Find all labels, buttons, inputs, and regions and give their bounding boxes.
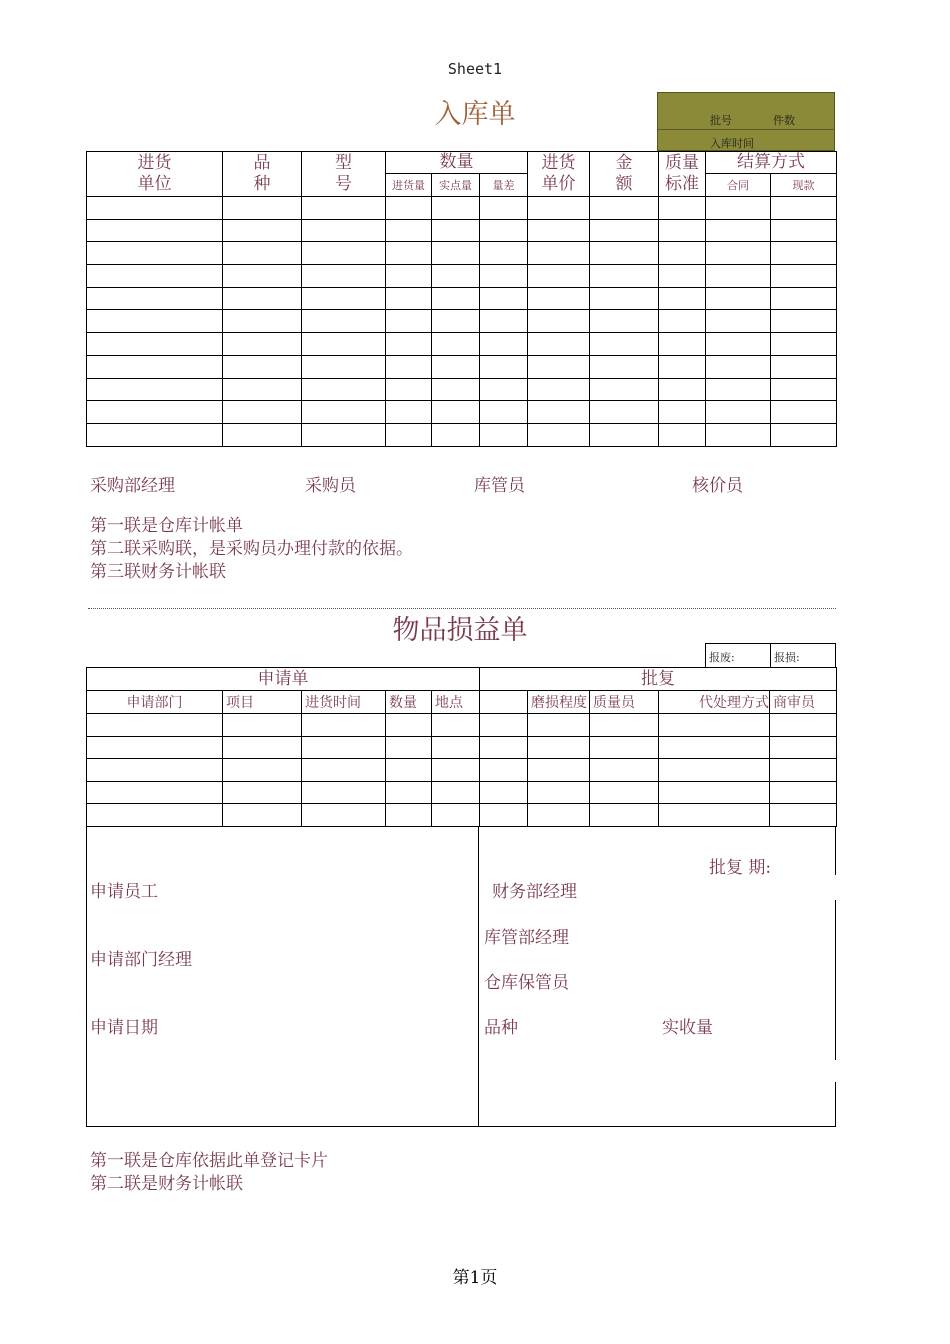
- header-variety: 品 种: [223, 152, 302, 197]
- table-cell[interactable]: [528, 714, 590, 737]
- table-cell[interactable]: [302, 197, 386, 220]
- request-sign-area: [86, 827, 479, 1127]
- loss-notes: 第一联是仓库依据此单登记卡片 第二联是财务计帐联: [90, 1151, 328, 1194]
- table-cell[interactable]: [659, 333, 706, 356]
- table-cell[interactable]: [386, 714, 432, 737]
- header-unit-price: 进货 单价: [528, 152, 590, 197]
- table-row: [87, 759, 837, 782]
- table-cell[interactable]: [528, 242, 590, 265]
- table-cell[interactable]: [480, 714, 528, 737]
- table-cell[interactable]: [480, 401, 528, 424]
- table-cell[interactable]: [432, 265, 480, 288]
- table-cell[interactable]: [223, 197, 302, 220]
- table-cell[interactable]: [480, 219, 528, 242]
- header-model: 型 号: [302, 152, 386, 197]
- table-cell[interactable]: [480, 355, 528, 378]
- loss-title: 物品损益单: [392, 615, 528, 646]
- header-quantity: 数量: [386, 152, 528, 174]
- table-cell[interactable]: [87, 197, 223, 220]
- table-cell[interactable]: [87, 781, 223, 804]
- table-cell[interactable]: [432, 423, 480, 446]
- table-cell[interactable]: [223, 287, 302, 310]
- table-cell[interactable]: [386, 423, 432, 446]
- table-cell[interactable]: [480, 423, 528, 446]
- table-cell[interactable]: [706, 219, 771, 242]
- table-cell[interactable]: [223, 714, 302, 737]
- table-cell[interactable]: [771, 242, 837, 265]
- table-cell[interactable]: [302, 714, 386, 737]
- damage-box: 报损:: [770, 643, 836, 668]
- table-cell[interactable]: [223, 355, 302, 378]
- table-cell[interactable]: [223, 333, 302, 356]
- table-cell[interactable]: [528, 804, 590, 827]
- table-cell[interactable]: [87, 310, 223, 333]
- table-cell[interactable]: [87, 804, 223, 827]
- column-header: 商审员: [770, 691, 837, 714]
- table-cell[interactable]: [706, 242, 771, 265]
- table-cell[interactable]: [386, 736, 432, 759]
- table-cell[interactable]: [432, 781, 480, 804]
- table-cell[interactable]: [706, 423, 771, 446]
- sig-buyer: 采购员: [305, 476, 356, 496]
- header-supplier: 进货 单位: [87, 152, 223, 197]
- label-received: 实收量: [662, 1018, 713, 1038]
- label-warehouse-manager: 库管部经理: [484, 928, 569, 948]
- column-header: 代处理方式: [659, 691, 770, 714]
- table-cell[interactable]: [87, 736, 223, 759]
- table-cell[interactable]: [302, 219, 386, 242]
- header-qty-diff: 量差: [480, 174, 528, 197]
- table-cell[interactable]: [386, 781, 432, 804]
- table-cell[interactable]: [223, 219, 302, 242]
- table-cell[interactable]: [386, 355, 432, 378]
- table-cell[interactable]: [480, 759, 528, 782]
- table-cell[interactable]: [480, 197, 528, 220]
- table-cell[interactable]: [223, 310, 302, 333]
- table-cell[interactable]: [386, 242, 432, 265]
- table-cell[interactable]: [590, 423, 659, 446]
- table-row: [87, 423, 837, 446]
- table-cell[interactable]: [528, 736, 590, 759]
- table-cell[interactable]: [770, 804, 837, 827]
- table-cell[interactable]: [659, 355, 706, 378]
- table-cell[interactable]: [659, 423, 706, 446]
- batch-box: [657, 92, 835, 151]
- time-label: 入库时间: [710, 137, 754, 150]
- table-row: [87, 219, 837, 242]
- table-cell[interactable]: [528, 781, 590, 804]
- label-applicant: 申请员工: [90, 882, 158, 902]
- table-cell[interactable]: [432, 287, 480, 310]
- table-row: [87, 310, 837, 333]
- table-cell[interactable]: [432, 310, 480, 333]
- table-cell[interactable]: [771, 219, 837, 242]
- table-cell[interactable]: [480, 736, 528, 759]
- label-storekeeper: 仓库保管员: [484, 973, 569, 993]
- table-cell[interactable]: [528, 310, 590, 333]
- table-cell[interactable]: [659, 310, 706, 333]
- receipt-notes: 第一联是仓库计帐单 第二联采购联，是采购员办理付款的依据。 第三联财务计帐联: [90, 516, 413, 582]
- header-contract: 合同: [706, 174, 771, 197]
- table-cell[interactable]: [771, 333, 837, 356]
- label-finance-manager: 财务部经理: [492, 882, 577, 902]
- table-cell[interactable]: [771, 401, 837, 424]
- table-cell[interactable]: [590, 378, 659, 401]
- table-cell[interactable]: [771, 197, 837, 220]
- table-cell[interactable]: [302, 287, 386, 310]
- table-cell[interactable]: [386, 401, 432, 424]
- sig-price-checker: 核价员: [692, 476, 743, 496]
- table-cell[interactable]: [771, 378, 837, 401]
- table-cell[interactable]: [771, 265, 837, 288]
- table-cell[interactable]: [386, 310, 432, 333]
- header-quality: 质量 标准: [659, 152, 706, 197]
- table-cell[interactable]: [302, 355, 386, 378]
- reply-header: 批复: [480, 668, 837, 691]
- table-cell[interactable]: [87, 355, 223, 378]
- table-cell[interactable]: [302, 401, 386, 424]
- table-cell[interactable]: [659, 736, 770, 759]
- table-cell[interactable]: [480, 265, 528, 288]
- column-header: [480, 691, 528, 714]
- table-cell[interactable]: [432, 714, 480, 737]
- table-cell[interactable]: [480, 242, 528, 265]
- scrap-box: 报废:: [705, 643, 771, 668]
- receipt-title: 入库单: [434, 99, 516, 130]
- table-cell[interactable]: [386, 265, 432, 288]
- table-cell[interactable]: [590, 781, 659, 804]
- table-cell[interactable]: [302, 378, 386, 401]
- table-cell[interactable]: [87, 378, 223, 401]
- table-cell[interactable]: [386, 759, 432, 782]
- table-cell[interactable]: [87, 333, 223, 356]
- table-cell[interactable]: [432, 197, 480, 220]
- column-header: 磨损程度: [528, 691, 590, 714]
- batch-label: 批号: [710, 114, 732, 127]
- table-cell[interactable]: [590, 287, 659, 310]
- table-cell[interactable]: [87, 287, 223, 310]
- table-cell[interactable]: [432, 759, 480, 782]
- column-header: 申请部门: [87, 691, 223, 714]
- table-cell[interactable]: [590, 759, 659, 782]
- table-row: [87, 333, 837, 356]
- table-cell[interactable]: [223, 736, 302, 759]
- header-qty-in: 进货量: [386, 174, 432, 197]
- table-cell[interactable]: [528, 333, 590, 356]
- table-cell[interactable]: [87, 242, 223, 265]
- table-cell[interactable]: [528, 219, 590, 242]
- table-cell[interactable]: [432, 355, 480, 378]
- table-cell[interactable]: [706, 287, 771, 310]
- table-cell[interactable]: [302, 781, 386, 804]
- table-cell[interactable]: [659, 759, 770, 782]
- table-cell[interactable]: [590, 310, 659, 333]
- reply-bottom-line: [478, 1126, 836, 1127]
- table-cell[interactable]: [706, 401, 771, 424]
- table-cell[interactable]: [659, 781, 770, 804]
- table-cell[interactable]: [223, 242, 302, 265]
- table-row: [87, 781, 837, 804]
- header-qty-counted: 实点量: [432, 174, 480, 197]
- table-cell[interactable]: [386, 287, 432, 310]
- receipt-table: [86, 151, 837, 447]
- table-row: [87, 287, 837, 310]
- table-cell[interactable]: [528, 265, 590, 288]
- table-cell[interactable]: [590, 714, 659, 737]
- table-cell[interactable]: [706, 310, 771, 333]
- table-cell[interactable]: [590, 401, 659, 424]
- table-cell[interactable]: [432, 401, 480, 424]
- table-cell[interactable]: [706, 355, 771, 378]
- table-row: [87, 714, 837, 737]
- table-cell[interactable]: [87, 714, 223, 737]
- table-cell[interactable]: [432, 378, 480, 401]
- column-header: 质量员: [590, 691, 659, 714]
- count-label: 件数: [773, 114, 795, 127]
- table-cell[interactable]: [223, 759, 302, 782]
- table-cell[interactable]: [528, 759, 590, 782]
- table-cell[interactable]: [480, 333, 528, 356]
- table-cell[interactable]: [659, 197, 706, 220]
- table-cell[interactable]: [432, 333, 480, 356]
- table-row: [87, 265, 837, 288]
- table-cell[interactable]: [771, 355, 837, 378]
- table-cell[interactable]: [590, 197, 659, 220]
- table-cell[interactable]: [528, 401, 590, 424]
- table-cell[interactable]: [87, 219, 223, 242]
- table-cell[interactable]: [87, 401, 223, 424]
- column-header: 数量: [386, 691, 432, 714]
- table-cell[interactable]: [87, 423, 223, 446]
- table-cell[interactable]: [528, 423, 590, 446]
- table-cell[interactable]: [770, 714, 837, 737]
- table-row: [87, 804, 837, 827]
- table-cell[interactable]: [659, 401, 706, 424]
- sig-purchase-manager: 采购部经理: [90, 476, 175, 496]
- table-cell[interactable]: [480, 781, 528, 804]
- table-row: [87, 197, 837, 220]
- table-cell[interactable]: [659, 804, 770, 827]
- table-cell[interactable]: [386, 197, 432, 220]
- label-dept-manager: 申请部门经理: [90, 950, 192, 970]
- table-cell[interactable]: [223, 781, 302, 804]
- table-cell[interactable]: [480, 804, 528, 827]
- table-cell[interactable]: [302, 423, 386, 446]
- header-settlement: 结算方式: [706, 152, 837, 174]
- table-cell[interactable]: [432, 219, 480, 242]
- table-cell[interactable]: [590, 355, 659, 378]
- table-cell[interactable]: [87, 265, 223, 288]
- table-cell[interactable]: [223, 804, 302, 827]
- table-cell[interactable]: [771, 287, 837, 310]
- table-cell[interactable]: [87, 759, 223, 782]
- table-cell[interactable]: [659, 265, 706, 288]
- table-cell[interactable]: [771, 310, 837, 333]
- table-cell[interactable]: [386, 219, 432, 242]
- table-cell[interactable]: [302, 265, 386, 288]
- sig-warehouse-keeper: 库管员: [474, 476, 525, 496]
- table-cell[interactable]: [480, 310, 528, 333]
- table-cell[interactable]: [706, 378, 771, 401]
- label-variety: 品种: [484, 1018, 518, 1038]
- column-header: 进货时间: [302, 691, 386, 714]
- header-amount: 金 额: [590, 152, 659, 197]
- page-number: 第1页: [452, 1268, 498, 1288]
- table-cell[interactable]: [386, 333, 432, 356]
- table-cell[interactable]: [590, 333, 659, 356]
- table-cell[interactable]: [590, 736, 659, 759]
- table-cell[interactable]: [302, 310, 386, 333]
- table-cell[interactable]: [528, 287, 590, 310]
- table-cell[interactable]: [590, 242, 659, 265]
- table-cell[interactable]: [659, 714, 770, 737]
- table-row: [87, 355, 837, 378]
- table-cell[interactable]: [659, 219, 706, 242]
- table-cell[interactable]: [223, 265, 302, 288]
- table-cell[interactable]: [480, 378, 528, 401]
- table-cell[interactable]: [223, 423, 302, 446]
- table-cell[interactable]: [432, 736, 480, 759]
- table-row: [87, 242, 837, 265]
- table-cell[interactable]: [386, 804, 432, 827]
- header-cash: 现款: [771, 174, 837, 197]
- table-cell[interactable]: [770, 781, 837, 804]
- table-cell[interactable]: [386, 378, 432, 401]
- table-cell[interactable]: [302, 736, 386, 759]
- sheet-title: Sheet1: [447, 60, 503, 78]
- table-cell[interactable]: [706, 265, 771, 288]
- label-apply-date: 申请日期: [90, 1018, 158, 1038]
- table-cell[interactable]: [590, 219, 659, 242]
- table-cell[interactable]: [771, 423, 837, 446]
- table-cell[interactable]: [302, 759, 386, 782]
- table-cell[interactable]: [432, 242, 480, 265]
- table-cell[interactable]: [223, 401, 302, 424]
- table-cell[interactable]: [302, 804, 386, 827]
- column-header: 项目: [223, 691, 302, 714]
- table-cell[interactable]: [432, 804, 480, 827]
- table-cell[interactable]: [590, 804, 659, 827]
- table-cell[interactable]: [223, 378, 302, 401]
- loss-table: [86, 667, 837, 827]
- table-cell[interactable]: [528, 378, 590, 401]
- table-cell[interactable]: [659, 378, 706, 401]
- table-cell[interactable]: [480, 287, 528, 310]
- table-cell[interactable]: [659, 287, 706, 310]
- column-header: 地点: [432, 691, 480, 714]
- table-cell[interactable]: [659, 242, 706, 265]
- table-cell[interactable]: [302, 242, 386, 265]
- table-row: [87, 736, 837, 759]
- table-row: [87, 378, 837, 401]
- table-row: [87, 401, 837, 424]
- table-cell[interactable]: [706, 197, 771, 220]
- table-cell[interactable]: [302, 333, 386, 356]
- table-cell[interactable]: [770, 736, 837, 759]
- table-cell[interactable]: [528, 355, 590, 378]
- table-cell[interactable]: [706, 333, 771, 356]
- request-header: 申请单: [87, 668, 480, 691]
- table-cell[interactable]: [528, 197, 590, 220]
- table-cell[interactable]: [590, 265, 659, 288]
- table-cell[interactable]: [770, 759, 837, 782]
- reply-date: 批复 期:: [709, 858, 772, 878]
